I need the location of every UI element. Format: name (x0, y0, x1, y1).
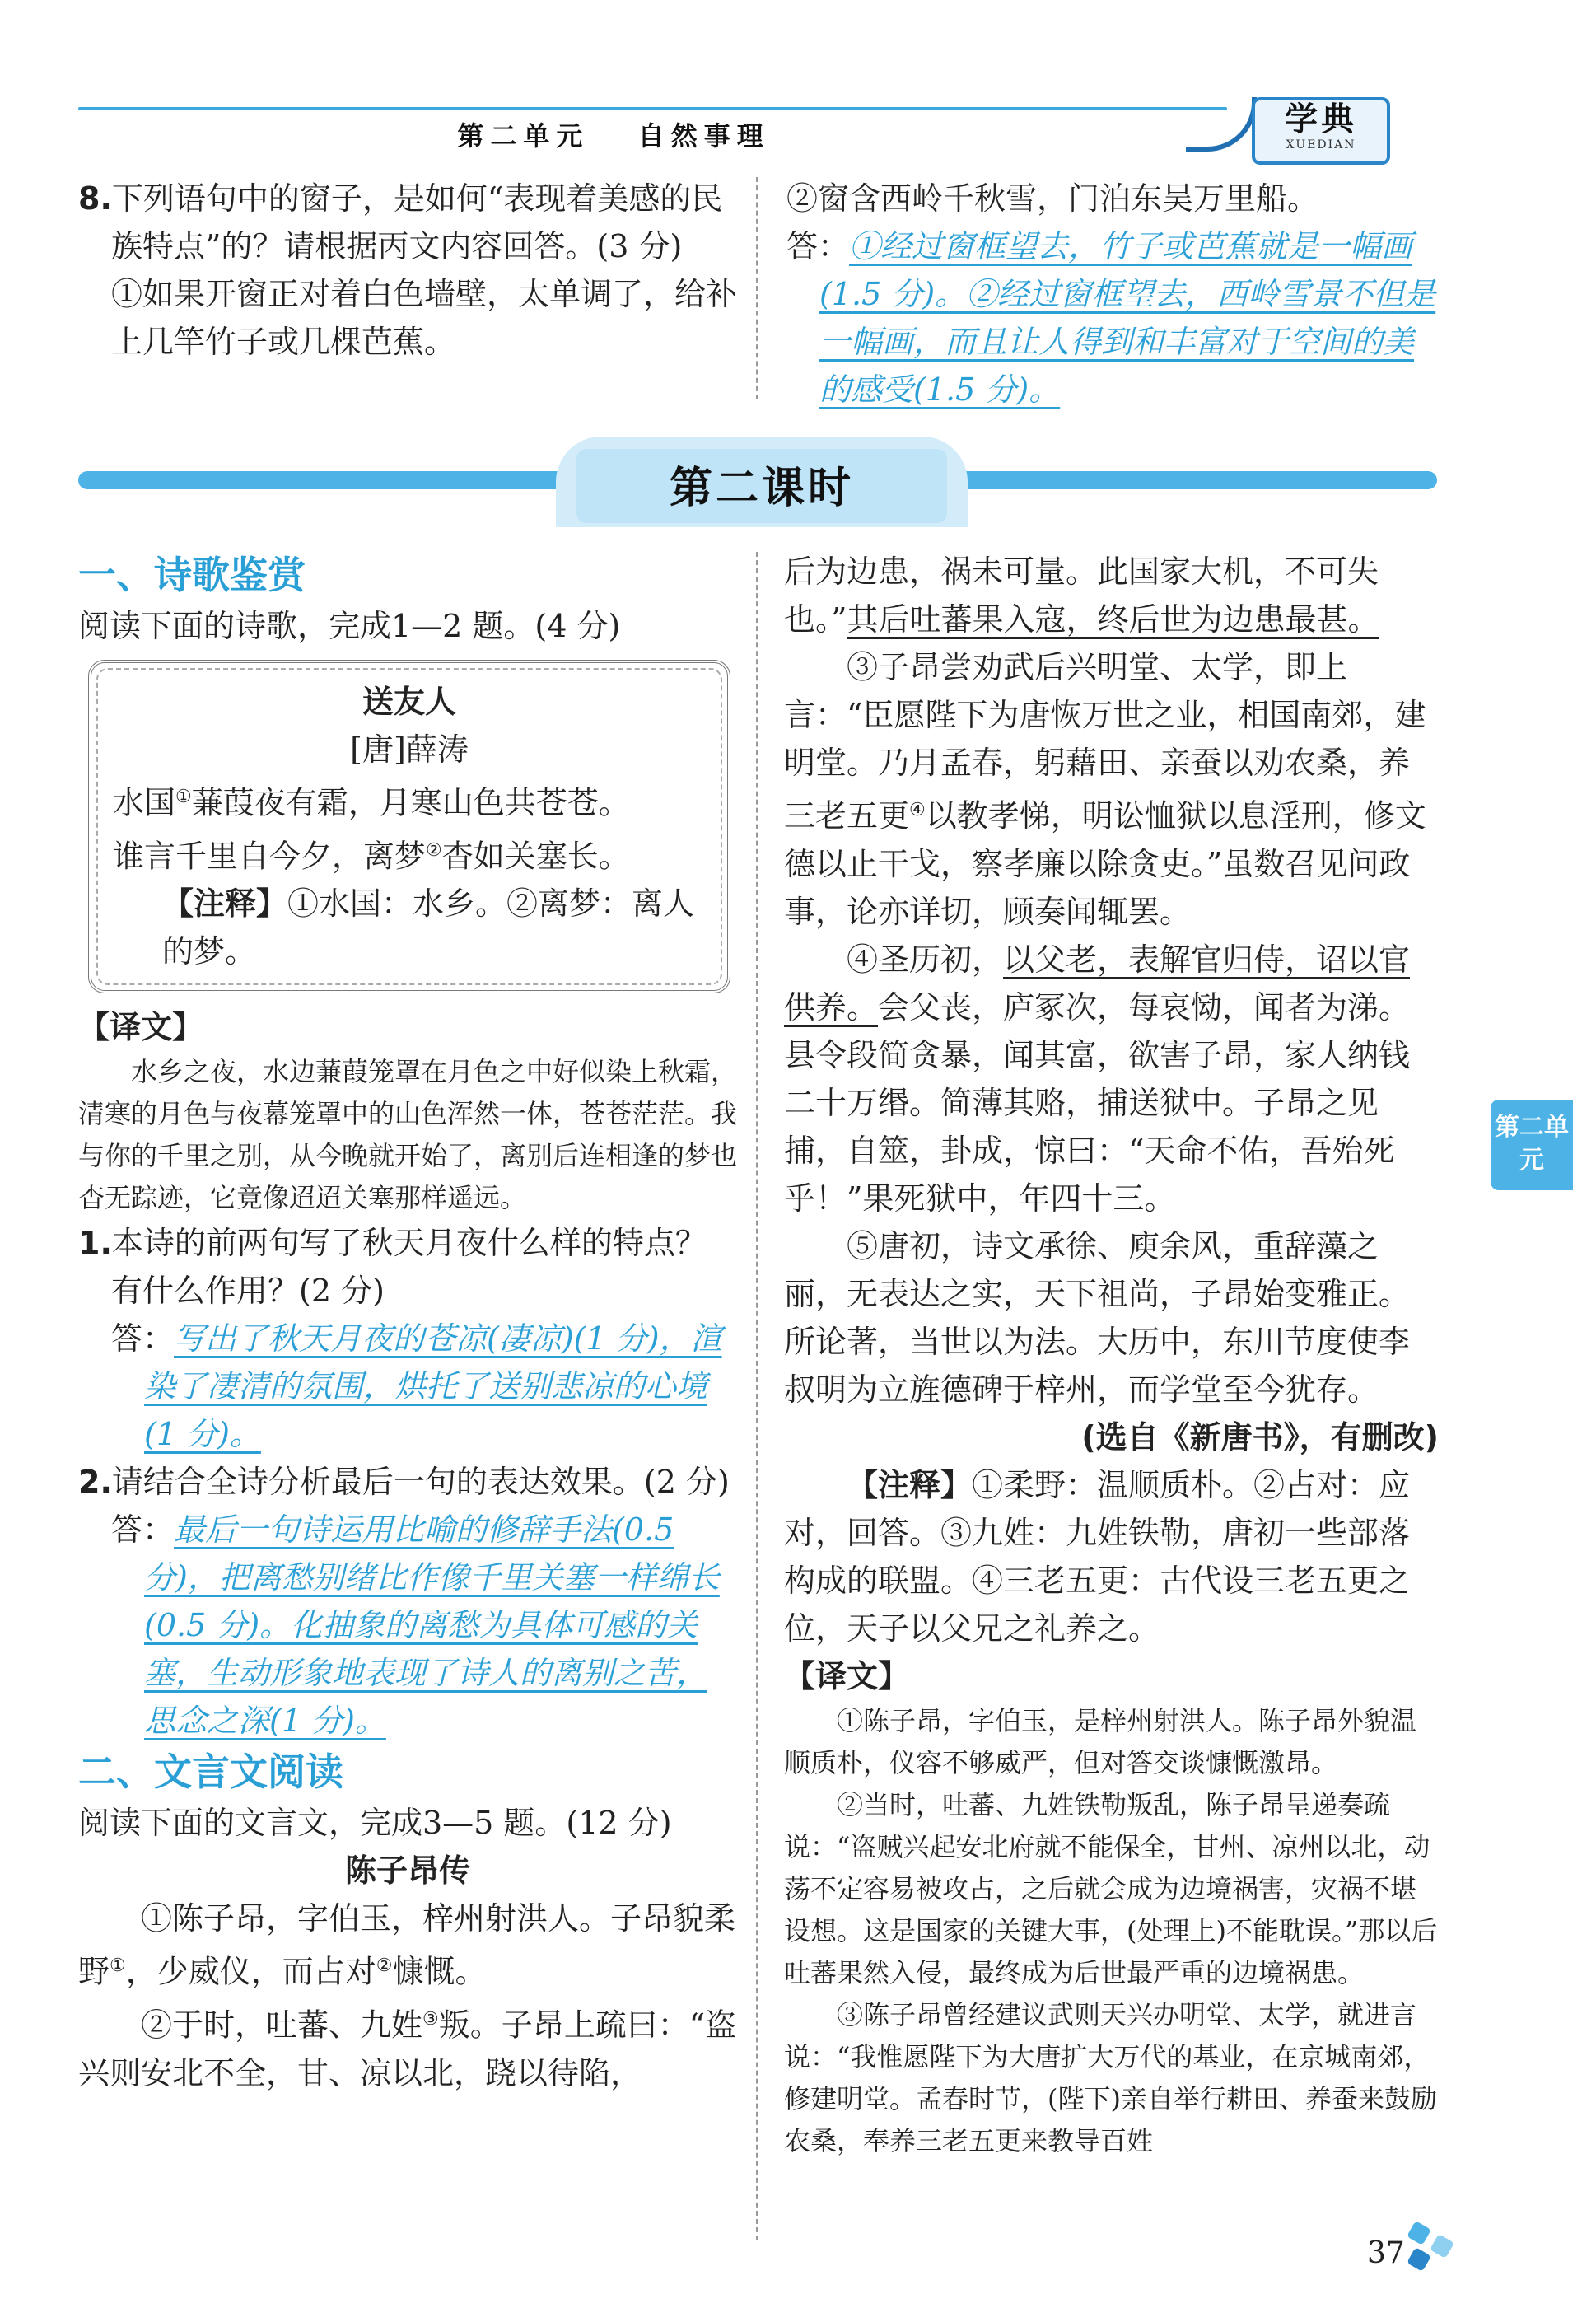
section-intro: 阅读下面的诗歌，完成1—2 题。(4 分) (78, 608, 621, 644)
question-number: 1. (78, 1225, 112, 1262)
hexagon-decoration (1407, 2221, 1431, 2245)
article-para-1: ①陈子昂，字伯玉，梓州射洪人。子昂貌柔野①，少威仪，而占对②慷慨。 (78, 1900, 736, 1990)
question-number: 2. (78, 1464, 112, 1501)
question-text: 下列语句中的窗子，是如何“表现着美感的民族特点”的？请根据丙文内容回答。(3 分) (111, 180, 723, 264)
left-column (78, 548, 737, 2097)
poem-box (88, 660, 730, 993)
question-1-answer: 写出了秋天月夜的苍凉(凄凉)(1 分)，渲染了凄清的氛围，烘托了送别悲凉的心境(1 分)。 (144, 1320, 722, 1453)
question-8-block (78, 175, 737, 366)
question-2-text: 请结合全诗分析最后一句的表达效果。(2 分) (111, 1464, 730, 1501)
answer-label: 答： (111, 1511, 175, 1549)
hexagon-decoration (1407, 2247, 1431, 2272)
section-title-poetry: 一、诗歌鉴赏 (78, 553, 306, 597)
poem-note: 【注释】①水国：水乡。②离梦：离人的梦。 (162, 885, 695, 970)
question-number: 8. (78, 180, 112, 217)
answer-label: 答： (111, 1320, 175, 1357)
translation-para-1: ①陈子昂，字伯玉，是梓州射洪人。陈子昂外貌温顺质朴，仪容不够威严，但对答交谈慷慨激昂。 (784, 1704, 1417, 1778)
logo-sub-text: XUEDIAN (1286, 138, 1356, 152)
translation-label: 【译文】 (78, 1009, 204, 1046)
page-number: 37 (1367, 2236, 1405, 2270)
translation-para-2: ②当时，吐蕃、九姓铁勒叛乱，陈子昂呈递奏疏说：“盗贼兴起安北府就不能保全，甘州、凉州以北，动荡不定容易被攻占，之后就会成为边境祸害，灾祸不堪设想。这是国家的关键大事，(处理上)不能耽误。”那以后吐蕃果然入侵，最终成为后世最严重的边境祸患。 (784, 1788, 1438, 1988)
poem-title: 送友人 (362, 684, 456, 720)
answer-label: 答： (786, 228, 850, 264)
hexagon-decoration (1430, 2234, 1454, 2259)
lesson-title: 第二课时 (669, 464, 854, 513)
section-title-classical: 二、文言文阅读 (78, 1750, 343, 1795)
question-8-answer-block (786, 175, 1437, 413)
column-divider (756, 552, 758, 2240)
unit-title: 第二单元 自然事理 (457, 120, 770, 152)
answer-text: ①经过窗框望去，竹子或芭蕉就是一幅画(1.5 分)。②经过窗框望去，西岭雪景不但是一幅画，而且让人得到和丰富对于空间的美的感受(1.5 分)。 (819, 228, 1436, 408)
article-title: 陈子昂传 (344, 1852, 470, 1890)
article-para-3: ③子昂尝劝武后兴明堂、太学，即上言：“臣愿陛下为唐恢万世之业，相国南郊，建明堂。乃月孟春，躬藉田、亲蚕以劝农桑，养三老五更④以教孝悌，明讼恤狱以息淫刑，修文德以止干戈，察孝廉以除贪吏。”虽数召见问政事，论亦详切，顾奏闻辄罢。 (784, 649, 1426, 930)
translation-para-3: ③陈子昂曾经建议武则天兴办明堂、太学，就进言说：“我惟愿陛下为大唐扩大万代的基业，在京城南郊，修建明堂。孟春时节，(陛下)亲自举行耕田、养蚕来鼓励农桑，奉养三老五更来教导百姓 (784, 1998, 1437, 2156)
column-divider (756, 177, 758, 399)
header-rule (78, 107, 1227, 110)
translation-text: 水乡之夜，水边蒹葭笼罩在月色之中好似染上秋霜，清寒的月色与夜幕笼罩中的山色浑然一体，苍苍茫茫。我与你的千里之别，从今晚就开始了，离别后连相逢的梦也杳无踪迹，它竟像迢迢关塞那样遥远。 (78, 1056, 738, 1214)
question-2-answer: 最后一句诗运用比喻的修辞手法(0.5 分)，把离愁别绪比作像千里关塞一样绵长(0.5 分)。化抽象的离愁为具体可感的关塞，生动形象地表现了诗人的离别之苦，思念之深(1 分)。 (144, 1511, 720, 1740)
section-intro: 阅读下面的文言文，完成3—5 题。(12 分) (78, 1805, 672, 1842)
logo-main-text: 学典 (1285, 100, 1357, 138)
article-para-2: ②于时，吐蕃、九姓③叛。子昂上疏曰：“盗兴则安北不全，甘、凉以北，跷以待陷， (78, 2007, 737, 2091)
article-para-2-cont: 后为边患，祸未可量。此国家大机，不可失也。”其后吐蕃果入寇，终后世为边患最甚。 (784, 554, 1379, 638)
article-notes: 【注释】①柔野：温顺质朴。②占对：应对，回答。③九姓：九姓铁勒，唐初一些部落构成的联盟。④三老五更：古代设三老五更之位，天子以父兄之礼养之。 (784, 1466, 1411, 1647)
article-para-4: ④圣历初，以父老，表解官归侍，诏以官供养。会父丧，庐冢次，每哀恸，闻者为涕。县令段简贪暴，闻其富，欲害子昂，家人纳钱二十万缗。简薄其赂，捕送狱中。子昂之见捕，自筮，卦成，惊曰：“天命不佑，吾殆死乎！”果死狱中，年四十三。 (784, 941, 1411, 1217)
quote-item-2: ②窗含西岭千秋雪，门泊东吴万里船。 (786, 180, 1319, 217)
poem-line-1: 水国①蒹葭夜有霜，月寒山色共苍苍。 (113, 784, 630, 821)
translation-label: 【译文】 (784, 1657, 910, 1694)
unit-side-tab: 第二单元 (1491, 1100, 1573, 1190)
right-column (784, 548, 1439, 2162)
question-1-text: 本诗的前两句写了秋天月夜什么样的特点？有什么作用？(2 分) (111, 1225, 707, 1310)
brand-logo (1252, 97, 1390, 165)
quote-item-1: ①如果开窗正对着白色墙壁，太单调了，给补上几竿竹子或几棵芭蕉。 (111, 276, 738, 360)
poem-author: [唐]薛涛 (350, 731, 469, 768)
article-source: (选自《新唐书》，有删改) (1081, 1418, 1439, 1455)
article-para-5: ⑤唐初，诗文承徐、庾余风，重辞藻之丽，无表达之实，天下祖尚，子昂始变雅正。所论著，当世以为法。大历中，东川节度使李叔明为立旌德碑于梓州，而学堂至今犹存。 (784, 1227, 1411, 1408)
poem-line-2: 谁言千里自今夕，离梦②杳如关塞长。 (113, 838, 630, 875)
